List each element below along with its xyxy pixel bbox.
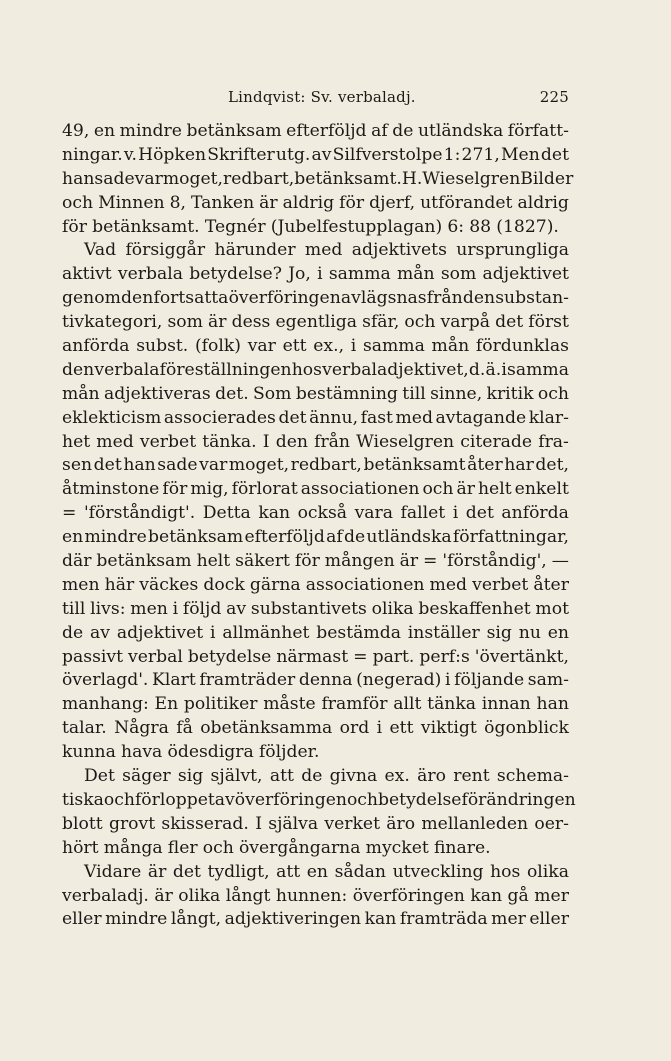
text-line: och Minnen 8, Tanken är aldrig för djerf, utförandet aldrig [62, 192, 569, 213]
text-line: men här väckes dock gärna associationen med verbet åter [62, 574, 569, 595]
text-line: sen det han sade var moget, redbart, betänksamt åter har det, [62, 455, 569, 476]
text-line: genom den fortsatta överföringen avlägsnas från den substan- [62, 288, 569, 309]
text-line: anförda subst. (folk) var ett ex., i samma mån fördunklas [62, 336, 569, 357]
text-line: för betänksamt. Tegnér (Jubelfestupplagan) 6: 88 (1827). [62, 216, 559, 237]
body-text [62, 120, 576, 932]
text-line: de av adjektivet i allmänhet bestämda inställer sig nu en [62, 622, 569, 643]
text-line: mån adjektiveras det. Som bestämning till sinne, kritik och [62, 383, 569, 404]
text-line: blott grovt skisserad. I själva verket äro mellanleden oer- [62, 813, 569, 834]
text-line: den verbala föreställningen hos verbaladjektivet, d. ä. i samma [62, 359, 569, 380]
text-line: manhang: En politiker måste framför allt tänka innan han [62, 694, 569, 715]
text-line: = 'förståndigt'. Detta kan också vara fallet i det anförda [62, 503, 569, 524]
text-line: kunna hava ödesdigra följder. [62, 742, 320, 763]
text-line: het med verbet tänka. I den från Wieselgren citerade fra- [62, 431, 569, 452]
page-header [62, 88, 569, 110]
text-line: en mindre betänksam efterföljd af de utländska författningar, [62, 527, 569, 548]
running-title: Lindqvist: Sv. verbaladj. [228, 88, 416, 106]
page-number: 225 [539, 88, 569, 106]
text-line: där betänksam helt säkert för mången är = 'förståndig', — [62, 551, 569, 572]
text-line: till livs: men i följd av substantivets olika beskaffenhet mot [62, 598, 569, 619]
text-line: eller mindre långt, adjektiveringen kan framträda mer eller [62, 909, 569, 930]
text-line: Vad försiggår härunder med adjektivets ursprungliga [84, 240, 569, 261]
text-line: tivkategori, som är dess egentliga sfär, och varpå det först [62, 312, 569, 333]
text-line: 49, en mindre betänksam efterföljd af de utländska författ- [62, 121, 569, 141]
text-line: ningar. v. Höpken Skrifter utg. av Silfverstolpe 1: 271, Men det [62, 144, 569, 165]
text-line: han sade var moget, redbart, betänksamt. H. Wieselgren Bilder [62, 168, 574, 189]
text-line: aktivt verbala betydelse? Jo, i samma mån som adjektivet [62, 264, 569, 285]
text-line: Det säger sig självt, att de givna ex. äro rent schema- [84, 766, 569, 787]
text-line: åtminstone för mig, förlorat associationen och är helt enkelt [62, 479, 569, 500]
text-line: överlagd'. Klart framträder denna (negerad) i följande sam- [62, 670, 569, 691]
text-line: verbaladj. är olika långt hunnen: överföringen kan gå mer [62, 885, 569, 906]
text-line: tiska och förloppet av överföringen och betydelseförändringen [62, 789, 576, 810]
text-line: talar. Några få obetänksamma ord i ett viktigt ögonblick [62, 718, 569, 739]
text-line: passivt verbal betydelse närmast = part. perf:s 'övertänkt, [62, 646, 569, 667]
text-line: Vidare är det tydligt, att en sådan utveckling hos olika [84, 861, 569, 882]
text-line: hört många fler och övergångarna mycket finare. [62, 837, 491, 858]
text-line: eklekticism associerades det ännu, fast med avtagande klar- [62, 407, 569, 428]
